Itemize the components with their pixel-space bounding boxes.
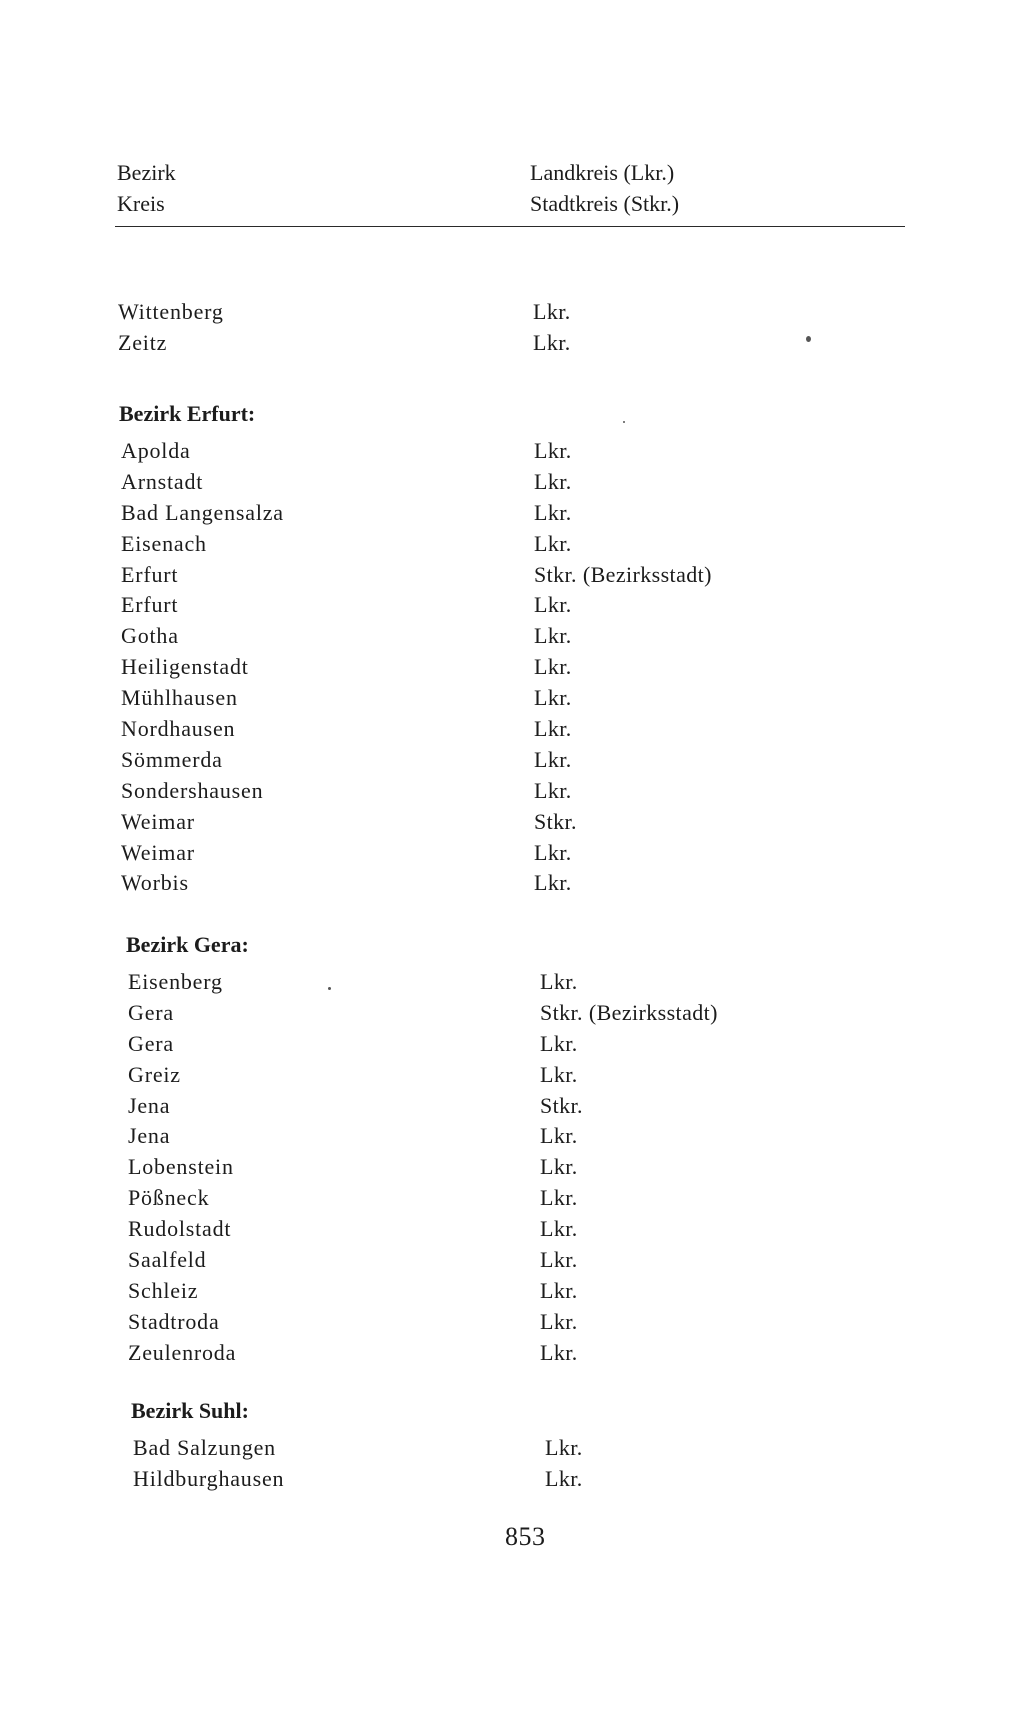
kreis-name: Bad Salzungen (133, 1435, 276, 1460)
kreis-type: Lkr. (545, 1435, 583, 1460)
table-row (0, 620, 1024, 651)
table-row (0, 806, 1024, 837)
scan-speck (623, 421, 625, 423)
section-title: Bezirk Erfurt: (119, 401, 256, 426)
table-row (0, 327, 1024, 358)
kreis-type: Lkr. (534, 685, 572, 711)
kreis-type: Lkr. (540, 1308, 578, 1334)
table-row (0, 682, 1024, 713)
table-row (0, 651, 1024, 682)
kreis-type: Lkr. (540, 1277, 578, 1303)
table-row (0, 1306, 1024, 1337)
suhl-rows (0, 1432, 1024, 1494)
kreis-type: Lkr. (534, 839, 572, 865)
table-row (0, 744, 1024, 775)
table-row (0, 435, 1024, 466)
kreis-type: Lkr. (545, 1465, 583, 1491)
kreis-name: Weimar (121, 808, 195, 834)
kreis-name: Worbis (121, 870, 189, 896)
page-number: 853 (505, 1522, 546, 1551)
kreis-type: Lkr. (534, 716, 572, 742)
kreis-type: Lkr. (533, 329, 571, 355)
gera-rows (0, 966, 1024, 1368)
table-row (0, 1213, 1024, 1244)
kreis-name: Greiz (128, 1061, 181, 1087)
header-bezirk-label: Bezirk (117, 160, 176, 185)
header-kreis-label: Kreis (117, 191, 165, 216)
kreis-name: Schleiz (128, 1277, 199, 1303)
kreis-type: Lkr. (534, 654, 572, 680)
table-row (0, 966, 1024, 997)
table-row (0, 1151, 1024, 1182)
kreis-type: Lkr. (540, 1247, 578, 1273)
header-divider (115, 226, 905, 227)
kreis-name: Bad Langensalza (121, 499, 284, 525)
kreis-name: Apolda (121, 438, 191, 463)
kreis-name: Lobenstein (128, 1154, 234, 1180)
kreis-name: Erfurt (121, 592, 179, 618)
kreis-name: Nordhausen (121, 716, 236, 742)
kreis-type: Lkr. (540, 969, 578, 994)
kreis-name: Stadtroda (128, 1308, 220, 1334)
kreis-type: Lkr. (534, 530, 572, 556)
kreis-name: Saalfeld (128, 1247, 207, 1273)
table-row (0, 867, 1024, 898)
table-header (117, 157, 907, 227)
header-right-column (530, 157, 679, 219)
kreis-type: Lkr. (534, 623, 572, 649)
table-row (0, 1028, 1024, 1059)
table-row (0, 559, 1024, 590)
table-row (0, 713, 1024, 744)
table-row (0, 1337, 1024, 1368)
kreis-name: Jena (128, 1092, 171, 1118)
kreis-name: Jena (128, 1123, 171, 1149)
kreis-name: Pößneck (128, 1185, 210, 1211)
header-stadtkreis-label: Stadtkreis (Stkr.) (530, 191, 680, 216)
kreis-name: Sondershausen (121, 777, 264, 803)
kreis-name: Gera (128, 1030, 174, 1056)
kreis-type: Lkr. (533, 299, 571, 324)
table-row (0, 1182, 1024, 1213)
table-row (0, 1463, 1024, 1494)
kreis-name: Wittenberg (118, 299, 224, 324)
kreis-name: Gera (128, 999, 174, 1025)
table-row (0, 1090, 1024, 1121)
kreis-type: Lkr. (540, 1123, 578, 1149)
table-row (0, 589, 1024, 620)
kreis-type: Stkr. (534, 808, 577, 834)
kreis-name: Eisenach (121, 530, 207, 556)
kreis-name: Heiligenstadt (121, 654, 249, 680)
kreis-name: Hildburghausen (133, 1465, 285, 1491)
table-row (0, 1432, 1024, 1463)
kreis-name: Zeitz (118, 329, 168, 355)
kreis-type: Lkr. (534, 592, 572, 618)
kreis-name: Erfurt (121, 561, 179, 587)
kreis-type: Lkr. (540, 1339, 578, 1365)
kreis-type: Stkr. (540, 1092, 583, 1118)
header-landkreis-label: Landkreis (Lkr.) (530, 160, 675, 185)
kreis-name: Mühlhausen (121, 685, 238, 711)
kreis-type: Stkr. (Bezirksstadt) (540, 999, 718, 1025)
table-row (0, 528, 1024, 559)
kreis-type: Lkr. (534, 468, 572, 494)
kreis-type: Lkr. (540, 1030, 578, 1056)
table-row (0, 1275, 1024, 1306)
table-row (0, 466, 1024, 497)
table-row (0, 497, 1024, 528)
kreis-name: Gotha (121, 623, 179, 649)
section-title: Bezirk Gera: (126, 932, 249, 957)
table-row (0, 1244, 1024, 1275)
table-row (0, 1059, 1024, 1090)
continuation-rows (0, 296, 1024, 358)
kreis-name: Sömmerda (121, 746, 223, 772)
table-row (0, 837, 1024, 868)
scan-speck (806, 336, 811, 342)
header-left-column (117, 157, 176, 219)
section-title: Bezirk Suhl: (131, 1398, 249, 1423)
table-row (0, 1120, 1024, 1151)
kreis-name: Eisenberg (128, 969, 223, 994)
kreis-name: Arnstadt (121, 468, 204, 494)
kreis-type: Lkr. (534, 870, 572, 896)
kreis-name: Rudolstadt (128, 1216, 232, 1242)
erfurt-rows (0, 435, 1024, 898)
table-row (0, 775, 1024, 806)
kreis-type: Lkr. (540, 1185, 578, 1211)
kreis-name: Weimar (121, 839, 195, 865)
table-row (0, 296, 1024, 327)
kreis-name: Zeulenroda (128, 1339, 237, 1365)
kreis-type: Lkr. (534, 499, 572, 525)
table-row (0, 997, 1024, 1028)
kreis-type: Stkr. (Bezirksstadt) (534, 561, 712, 587)
scan-speck (328, 987, 331, 990)
kreis-type: Lkr. (534, 777, 572, 803)
kreis-type: Lkr. (540, 1061, 578, 1087)
kreis-type: Lkr. (540, 1154, 578, 1180)
kreis-type: Lkr. (540, 1216, 578, 1242)
kreis-type: Lkr. (534, 746, 572, 772)
kreis-type: Lkr. (534, 438, 572, 463)
